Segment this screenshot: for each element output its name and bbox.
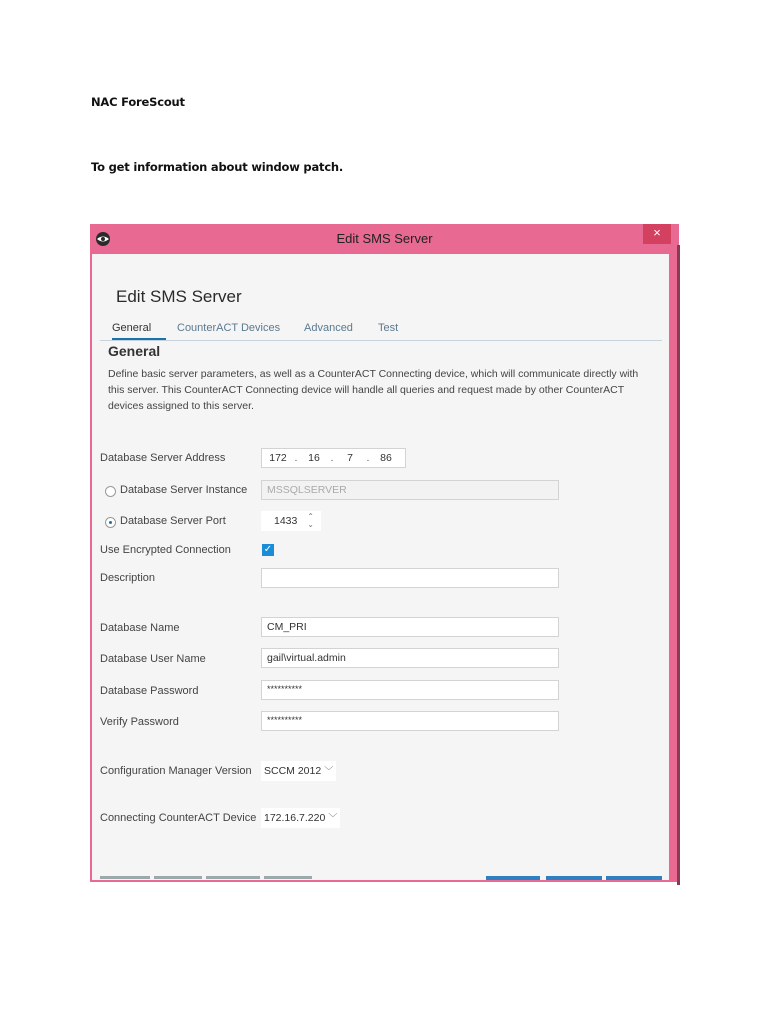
- db-server-port-value: 1433: [274, 515, 298, 527]
- footer-button-stub[interactable]: [206, 876, 260, 879]
- db-user-label: Database User Name: [100, 653, 206, 665]
- db-password-input[interactable]: **********: [261, 680, 559, 700]
- close-button[interactable]: ×: [643, 224, 671, 244]
- section-description: Define basic server parameters, as well as a CounterACT Connecting device, which will communicate directly with this server. This CounterACT Connecting device will handle all queries and request made by other CounterACT devices assigned to this server.: [108, 368, 639, 412]
- ip-octet-4[interactable]: 86: [380, 452, 392, 464]
- db-server-port-label: Database Server Port: [120, 515, 226, 527]
- db-server-instance-radio[interactable]: [105, 486, 116, 497]
- spinner-arrows-icon[interactable]: ⌃ ⌄: [307, 512, 314, 529]
- db-server-instance-label: Database Server Instance: [120, 484, 248, 496]
- footer-button-stub[interactable]: [486, 876, 540, 880]
- db-server-port-radio[interactable]: [105, 517, 116, 528]
- verify-password-input[interactable]: **********: [261, 711, 559, 731]
- ip-dot: .: [330, 452, 334, 464]
- tab-bar: [100, 320, 662, 341]
- verify-password-label: Verify Password: [100, 716, 179, 728]
- encrypted-connection-label: Use Encrypted Connection: [100, 544, 231, 556]
- tab-advanced[interactable]: Advanced: [304, 322, 353, 334]
- cm-version-value: SCCM 2012: [264, 765, 322, 777]
- connecting-device-label: Connecting CounterACT Device: [100, 812, 257, 824]
- ip-octet-3[interactable]: 7: [347, 452, 353, 464]
- connecting-device-value: 172.16.7.220: [264, 812, 326, 824]
- footer-button-stub[interactable]: [100, 876, 150, 879]
- window-title: Edit SMS Server: [336, 231, 433, 246]
- cm-version-label: Configuration Manager Version: [100, 765, 252, 777]
- db-password-label: Database Password: [100, 685, 199, 697]
- window-edge-shadow: [677, 245, 680, 885]
- footer-button-stub[interactable]: [264, 876, 312, 879]
- dialog-heading: Edit SMS Server: [116, 287, 242, 306]
- connecting-device-select[interactable]: [261, 808, 340, 828]
- chevron-down-icon: ﹀: [324, 766, 334, 776]
- checkmark-icon: ✓: [263, 544, 273, 555]
- document-subtitle: To get information about window patch.: [91, 160, 344, 174]
- db-server-port-stepper[interactable]: [261, 511, 321, 531]
- dialog-content: [92, 254, 669, 880]
- window-titlebar[interactable]: [90, 224, 679, 254]
- footer-button-stub[interactable]: [154, 876, 202, 879]
- footer-button-stub[interactable]: [606, 876, 662, 880]
- edit-sms-server-dialog: [90, 224, 679, 882]
- document-title: NAC ForeScout: [91, 95, 185, 109]
- footer-button-stub[interactable]: [546, 876, 602, 880]
- chevron-down-icon: ﹀: [328, 813, 338, 823]
- db-name-label: Database Name: [100, 622, 180, 634]
- ip-octet-1[interactable]: 172: [269, 452, 287, 464]
- section-title: General: [108, 343, 161, 359]
- description-input[interactable]: [261, 568, 559, 588]
- db-server-address-label: Database Server Address: [100, 452, 226, 464]
- tab-counteract-devices[interactable]: CounterACT Devices: [177, 322, 281, 334]
- tab-general[interactable]: General: [112, 322, 152, 334]
- ip-dot: .: [294, 452, 298, 464]
- encrypted-connection-checkbox[interactable]: [262, 544, 274, 556]
- ip-octet-2[interactable]: 16: [308, 452, 320, 464]
- cm-version-select[interactable]: [261, 761, 336, 781]
- active-tab-indicator: [112, 338, 166, 340]
- db-name-input[interactable]: CM_PRI: [261, 617, 559, 637]
- db-server-address-input[interactable]: [261, 448, 406, 468]
- description-label: Description: [100, 572, 156, 584]
- ip-dot: .: [366, 452, 370, 464]
- db-server-instance-input[interactable]: MSSQLSERVER: [261, 480, 559, 500]
- db-user-input[interactable]: gail\virtual.admin: [261, 648, 559, 668]
- tab-test[interactable]: Test: [378, 322, 399, 334]
